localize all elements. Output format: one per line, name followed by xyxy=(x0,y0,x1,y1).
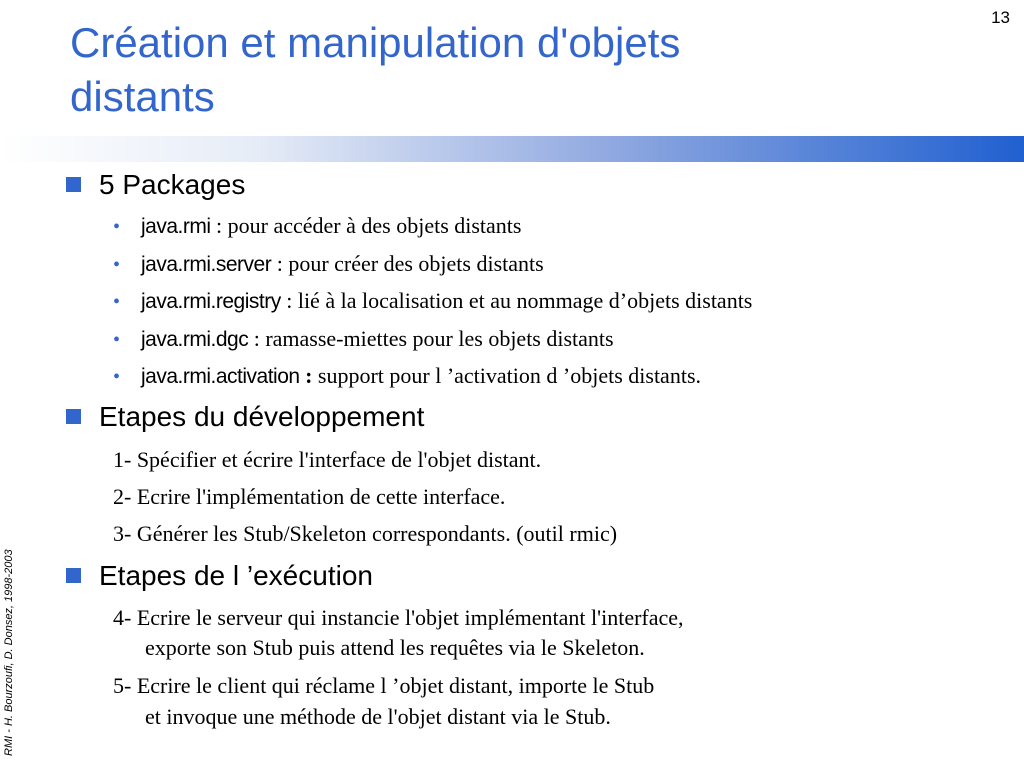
section-label: 5 Packages xyxy=(99,169,246,200)
package-description: pour créer des objets distants xyxy=(288,251,544,276)
section-label: Etapes de l ’exécution xyxy=(99,560,373,591)
step-item-continuation: et invoque une méthode de l'objet distant via le Stub. xyxy=(145,704,611,729)
page-number: 13 xyxy=(991,8,1010,27)
package-separator: : xyxy=(210,213,228,238)
section-label: Etapes du développement xyxy=(99,401,425,432)
package-description: lié à la localisation et au nommage d’objets distants xyxy=(297,288,753,313)
package-item xyxy=(113,361,701,392)
step-item-continuation: exporte son Stub puis attend les requêtes via le Skeleton. xyxy=(145,635,645,660)
title-line-2: distants xyxy=(70,73,215,120)
package-description: pour accéder à des objets distants xyxy=(227,213,522,238)
package-name: java.rmi xyxy=(141,215,211,238)
package-description: support pour l ’activation d ’objets distants. xyxy=(317,363,701,388)
step-item: 1- Spécifier et écrire l'interface de l'objet distant. xyxy=(113,447,542,472)
section-packages xyxy=(66,168,245,202)
package-separator: : xyxy=(280,288,298,313)
title-line-1: Création et manipulation d'objets xyxy=(70,19,681,66)
package-description: ramasse-miettes pour les objets distants xyxy=(265,326,614,351)
package-separator: : xyxy=(248,326,266,351)
package-separator: : xyxy=(299,363,318,388)
dot-bullet-icon: • xyxy=(113,216,121,238)
section-development-steps xyxy=(66,400,424,434)
package-separator: : xyxy=(271,251,289,276)
step-item: 2- Ecrire l'implémentation de cette interface. xyxy=(113,484,506,509)
package-item xyxy=(113,286,752,317)
square-bullet-icon xyxy=(66,409,81,424)
package-name: java.rmi.dgc xyxy=(141,328,249,351)
dot-bullet-icon: • xyxy=(113,291,121,313)
package-item xyxy=(113,211,521,242)
step-item: 4- Ecrire le serveur qui instancie l'objet implémentant l'interface, xyxy=(113,605,684,630)
section-execution-steps xyxy=(66,559,373,593)
package-item xyxy=(113,324,614,355)
step-item: 3- Générer les Stub/Skeleton correspondants. (outil rmic) xyxy=(113,521,618,546)
package-name: java.rmi.registry xyxy=(141,290,281,313)
package-name: java.rmi.activation xyxy=(141,365,300,388)
dot-bullet-icon: • xyxy=(113,366,121,388)
author-credit: RMI - H. Bourzoufi, D. Donsez, 1998-2003 xyxy=(3,549,15,756)
step-item: 5- Ecrire le client qui réclame l ’objet distant, importe le Stub xyxy=(113,673,655,698)
square-bullet-icon xyxy=(66,177,81,192)
package-item xyxy=(113,249,544,280)
package-name: java.rmi.server xyxy=(141,253,272,276)
square-bullet-icon xyxy=(66,568,81,583)
dot-bullet-icon: • xyxy=(113,329,121,351)
dot-bullet-icon: • xyxy=(113,254,121,276)
